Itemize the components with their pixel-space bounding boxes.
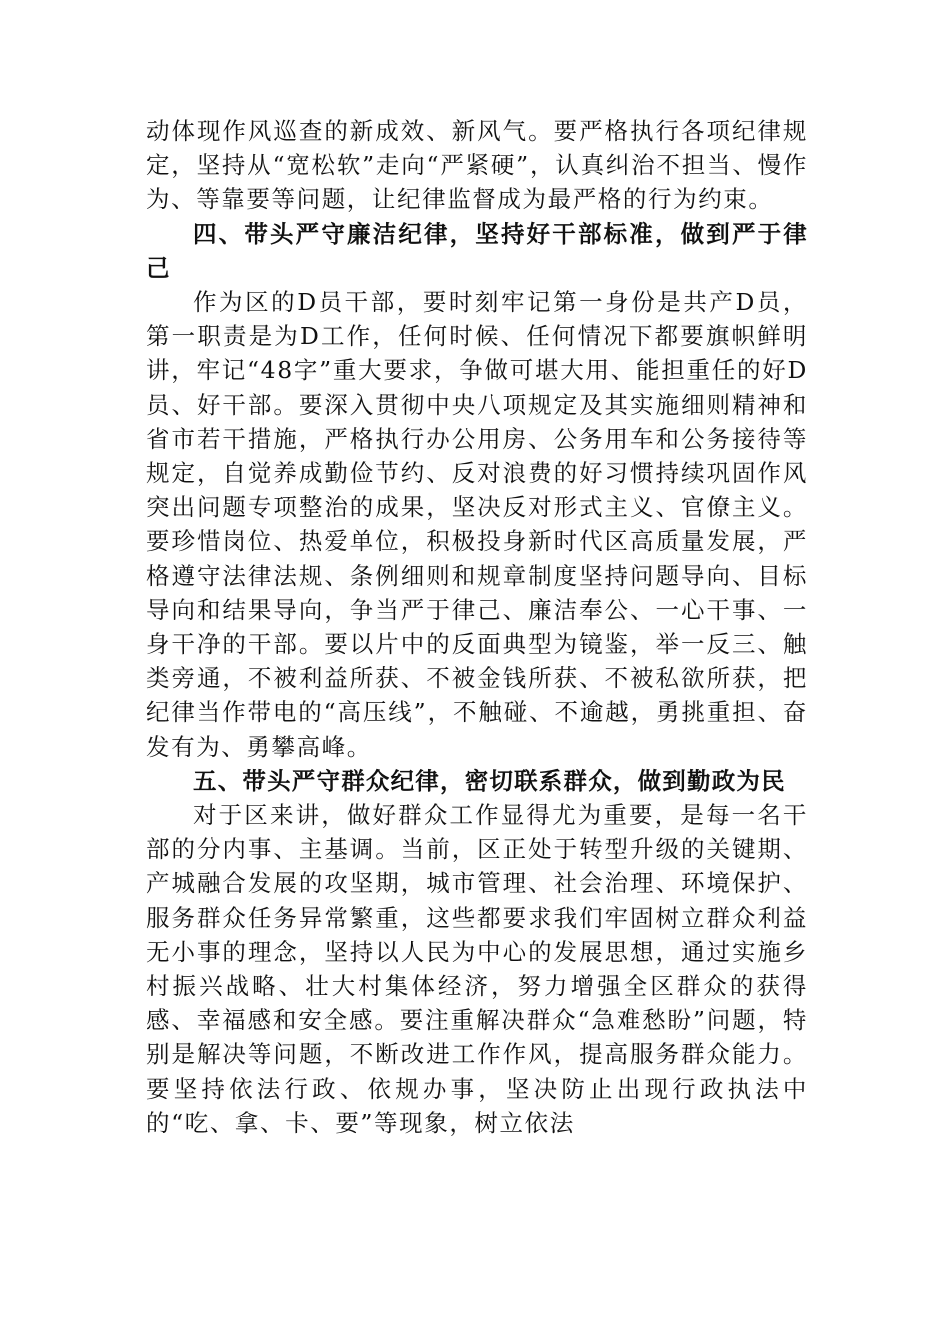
section-heading-5: 五、带头严守群众纪律，密切联系群众，做到勤政为民 <box>193 766 786 795</box>
document-body <box>146 114 808 1140</box>
paragraph-mass-discipline: 对于区来讲，做好群众工作显得尤为重要，是每一名干部的分内事、主基调。当前，区正处于转型升级的关键期、产城融合发展的攻坚期，城市管理、社会治理、环境保护、服务群众任务异常繁重，这些都要求我们牢固树立群众利益无小事的理念，坚持以人民为中心的发展思想，通过实施乡村振兴战略、壮大村集体经济，努力增强全区群众的获得感、幸福感和安全感。要注重解决群众“急难愁盼”问题，特别是解决等问题，不断改进工作作风，提高服务群众能力。要坚持依法行政、依规办事，坚决防止出现行政执法中的“吃、拿、卡、要”等现象，树立依法 <box>146 801 808 1137</box>
paragraph-continuation: 动体现作风巡查的新成效、新风气。要严格执行各项纪律规定，坚持从“宽松软”走向“严紧硬”，认真纠治不担当、慢作为、等靠要等问题，让纪律监督成为最严格的行为约束。 <box>146 117 808 214</box>
paragraph-integrity-discipline: 作为区的D员干部，要时刻牢记第一身份是共产D员，第一职责是为D工作，任何时候、任何情况下都要旗帜鲜明讲，牢记“48字”重大要求，争做可堪大用、能担重任的好D员、好干部。要深入贯彻中央八项规定及其实施细则精神和省市若干措施，严格执行办公用房、公务用车和公务接待等规定，自觉养成勤俭节约、反对浪费的好习惯持续巩固作风突出问题专项整治的成果，坚决反对形式主义、官僚主义。要珍惜岗位、热爱单位，积极投身新时代区高质量发展，严格遵守法律法规、条例细则和规章制度坚持问题导向、目标导向和结果导向，争当严于律己、廉洁奉公、一心干事、一身干净的干部。要以片中的反面典型为镜鉴，举一反三、触类旁通，不被利益所获、不被金钱所获、不被私欲所获，把纪律当作带电的“高压线”，不触碰、不逾越，勇挑重担、奋发有为、勇攀高峰。 <box>146 288 808 761</box>
section-heading-4: 四、带头严守廉洁纪律，坚持好干部标准，做到严于律己 <box>146 219 808 282</box>
